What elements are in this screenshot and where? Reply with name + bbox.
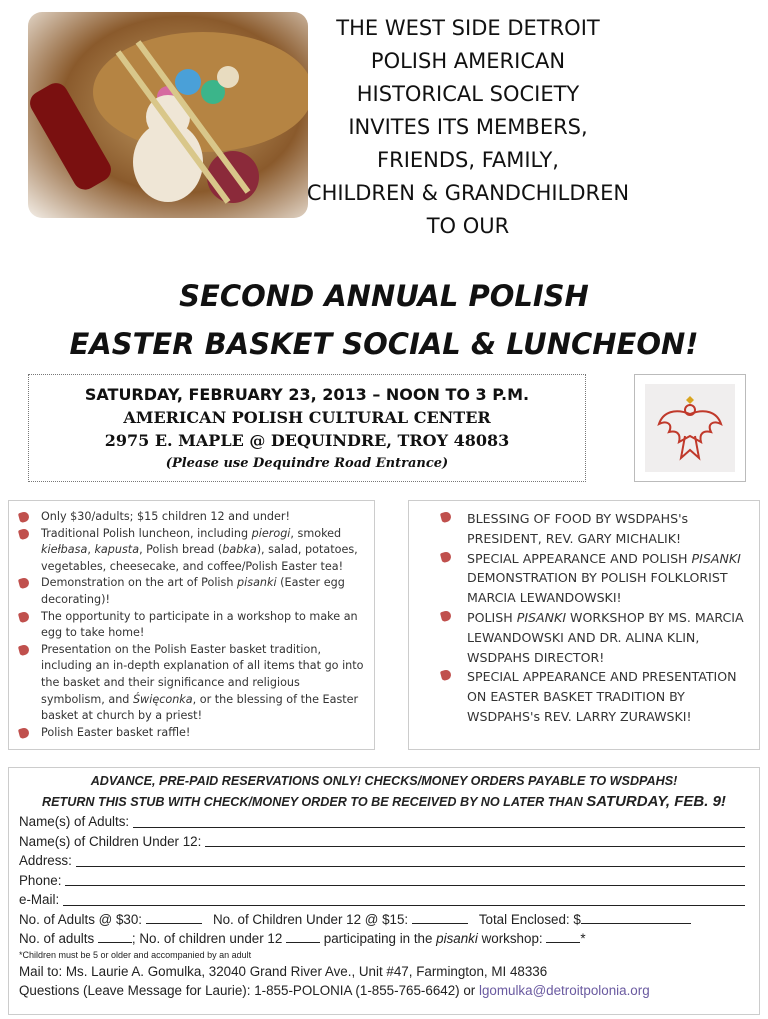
item-text: kapusta <box>94 543 140 557</box>
item-text: Presentation on the Polish Easter basket tradition, including an in-depth explanation of all items that go into the basket and their significance and religious symbolism, and <box>41 642 364 706</box>
event-venue: AMERICAN POLISH CULTURAL CENTER <box>123 408 491 427</box>
invitation-header <box>130 12 768 243</box>
list-item <box>441 549 751 608</box>
item-text: WORKSHOP BY MS. MARCIA LEWANDOWSKI AND DR. ALINA KLIN, WSDPAHS DIRECTOR! <box>467 609 744 665</box>
workshop-children-field[interactable] <box>286 929 320 943</box>
workshop-total-field[interactable] <box>546 929 580 943</box>
num-children-label: No. of Children Under 12 @ $15: <box>212 911 409 927</box>
event-title <box>0 272 768 368</box>
bullet-icon <box>18 644 30 656</box>
bullet-icon <box>440 550 452 562</box>
item-text: POLISH <box>467 609 517 625</box>
footnote: *Children must be 5 or older and accompanied by an adult <box>19 949 252 960</box>
header-line: POLISH AMERICAN <box>370 49 566 73</box>
num-children-field[interactable] <box>412 910 468 924</box>
adults-label: Name(s) of Adults: <box>19 814 130 829</box>
list-item <box>19 575 366 608</box>
adults-field[interactable] <box>133 827 745 828</box>
workshop-adults-field[interactable] <box>98 929 132 943</box>
list-item <box>19 509 366 526</box>
asterisk: * <box>580 931 586 946</box>
address-label: Address: <box>19 853 72 868</box>
email-label: e-Mail: <box>19 892 60 907</box>
item-text: , smoked <box>290 526 342 540</box>
bullet-icon <box>18 577 30 589</box>
form-heading: ADVANCE, PRE-PAID RESERVATIONS ONLY! CHECKS/MONEY ORDERS PAYABLE TO WSDPAHS! <box>90 774 678 788</box>
form-heading: RETURN THIS STUB WITH CHECK/MONEY ORDER TO BE RECEIVED BY NO LATER THAN <box>42 794 587 809</box>
item-text: , <box>87 543 95 557</box>
total-label: Total Enclosed: $ <box>478 911 581 927</box>
list-item <box>19 642 366 725</box>
bullet-icon <box>18 527 30 539</box>
questions-contact: Questions (Leave Message for Laurie): 1-855-POLONIA (1-855-765-6642) or <box>19 983 479 998</box>
list-item <box>441 667 751 726</box>
workshop-children-label: ; No. of children under 12 <box>131 931 283 946</box>
bullet-icon <box>440 610 452 622</box>
workshop-label: pisanki <box>436 931 478 946</box>
title-line-2: EASTER BASKET SOCIAL & LUNCHEON! <box>69 327 699 361</box>
children-label: Name(s) of Children Under 12: <box>19 833 202 849</box>
bullet-icon <box>440 669 452 681</box>
bullet-icon <box>18 610 30 622</box>
address-field[interactable] <box>76 866 745 867</box>
list-item <box>19 526 366 576</box>
item-text: (Easter egg decorating)! <box>41 576 345 606</box>
item-text: Polish Easter basket raffle! <box>41 725 191 739</box>
item-text: Święconka <box>132 692 193 706</box>
reservation-form <box>8 767 760 1015</box>
item-text: SPECIAL APPEARANCE AND PRESENTATION ON EASTER BASKET TRADITION BY WSDPAHS's REV. LARRY ZURAWSKI! <box>467 669 737 724</box>
event-address: 2975 E. MAPLE @ DEQUINDRE, TROY 48083 <box>104 431 510 450</box>
eagle-icon <box>655 388 725 468</box>
item-text: kiełbasa <box>41 543 88 557</box>
total-field[interactable] <box>581 910 691 924</box>
item-text: BLESSING OF FOOD BY WSDPAHS's PRESIDENT, REV. GARY MICHALIK! <box>467 511 689 546</box>
title-line-1: SECOND ANNUAL POLISH <box>179 279 589 313</box>
email-link[interactable]: lgomulka@detroitpolonia.org <box>478 983 650 998</box>
list-item <box>19 725 366 742</box>
program-highlights-list <box>408 500 760 750</box>
list-item <box>441 509 751 549</box>
item-text: pisanki <box>237 576 277 590</box>
phone-field[interactable] <box>65 885 745 886</box>
workshop-label: workshop: <box>477 931 543 946</box>
bullet-icon <box>18 727 30 739</box>
item-text: , Polish bread ( <box>139 543 223 557</box>
list-item <box>19 609 366 642</box>
workshop-adults-label: No. of adults <box>19 931 95 946</box>
mailing-address: Mail to: Ms. Laurie A. Gomulka, 32040 Grand River Ave., Unit #47, Farmington, MI 48336 <box>19 963 548 979</box>
event-details-box <box>28 374 586 482</box>
item-text: , or the blessing of the Easter basket at church by a priest! <box>41 692 359 723</box>
item-text: Demonstration on the art of Polish <box>41 576 238 590</box>
num-adults-field[interactable] <box>146 910 202 924</box>
bullet-icon <box>440 511 452 523</box>
deadline: SATURDAY, FEB. 9! <box>586 792 726 810</box>
header-line: THE WEST SIDE DETROIT <box>336 16 600 40</box>
item-text: SPECIAL APPEARANCE AND POLISH <box>467 550 692 566</box>
item-text: ), salad, potatoes, vegetables, cheesecake, and coffee/Polish Easter tea! <box>41 543 358 573</box>
header-line: TO OUR <box>426 214 510 238</box>
workshop-label: participating in the <box>323 931 437 946</box>
entrance-note: (Please use Dequindre Road Entrance) <box>165 456 449 471</box>
item-text: Traditional Polish luncheon, including <box>41 526 252 540</box>
event-date: SATURDAY, FEBRUARY 23, 2013 – NOON TO 3 P.M. <box>84 385 530 404</box>
children-field[interactable] <box>205 846 745 847</box>
bullet-icon <box>18 511 30 523</box>
item-text: The opportunity to participate in a workshop to make an egg to take home! <box>41 609 358 640</box>
item-text: PISANKI <box>516 609 567 625</box>
item-text: DEMONSTRATION BY POLISH FOLKLORIST MARCIA LEWANDOWSKI! <box>467 570 728 606</box>
header-line: FRIENDS, FAMILY, <box>377 148 559 172</box>
list-item <box>441 608 751 667</box>
email-field[interactable] <box>63 905 745 906</box>
header-line: CHILDREN & GRANDCHILDREN <box>306 181 630 205</box>
item-text: pierogi <box>251 526 291 540</box>
phone-label: Phone: <box>19 872 62 888</box>
header-line: INVITES ITS MEMBERS, <box>348 115 588 139</box>
num-adults-label: No. of Adults @ $30: <box>19 911 143 927</box>
polish-eagle-emblem <box>634 374 746 482</box>
item-text: babka <box>222 543 257 557</box>
event-highlights-list <box>8 500 375 750</box>
item-text: Only $30/adults; $15 children 12 and under! <box>41 510 290 523</box>
item-text: PISANKI <box>691 550 741 566</box>
header-line: HISTORICAL SOCIETY <box>356 82 580 106</box>
